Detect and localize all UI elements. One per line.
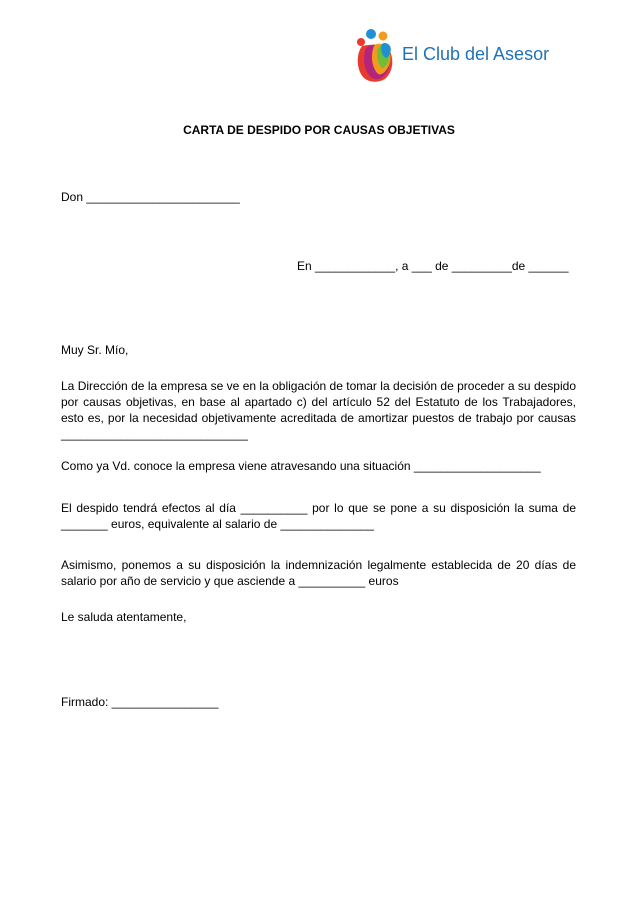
paragraph-dismissal-reason: La Dirección de la empresa se ve en la obligación de tomar la decisión de proceder a su despido por causas objetivas, en base al apartado c) del artículo 52 del Estatuto de los Trabajadores, esto es, por la necesidad objetivamente acreditada de amortizar puestos de trabajo por causas ____________________________ — [61, 379, 576, 441]
people-icon — [352, 26, 402, 84]
paragraph-compensation: Asimismo, ponemos a su disposición la indemnización legalmente establecida de 20 días de salario por año de servicio y que asciende a __________ euros — [61, 558, 576, 588]
logo-text: El Club del Asesor — [402, 44, 550, 64]
signature-line: Firmado: ________________ — [61, 695, 219, 709]
paragraph-effective-date: El despido tendrá efectos al día __________ por lo que se pone a su disposición la suma de _______ euros, equivalente al salario de ______________ — [61, 501, 576, 531]
recipient-line: Don _______________________ — [61, 190, 240, 204]
paragraph-company-situation: Como ya Vd. conoce la empresa viene atravesando una situación ___________________ — [61, 459, 541, 473]
place-date-line: En ____________, a ___ de _________de ______ — [297, 259, 569, 273]
letter-title: CARTA DE DESPIDO POR CAUSAS OBJETIVAS — [183, 123, 455, 137]
salutation: Muy Sr. Mío, — [61, 343, 129, 357]
closing: Le saluda atentamente, — [61, 610, 187, 624]
